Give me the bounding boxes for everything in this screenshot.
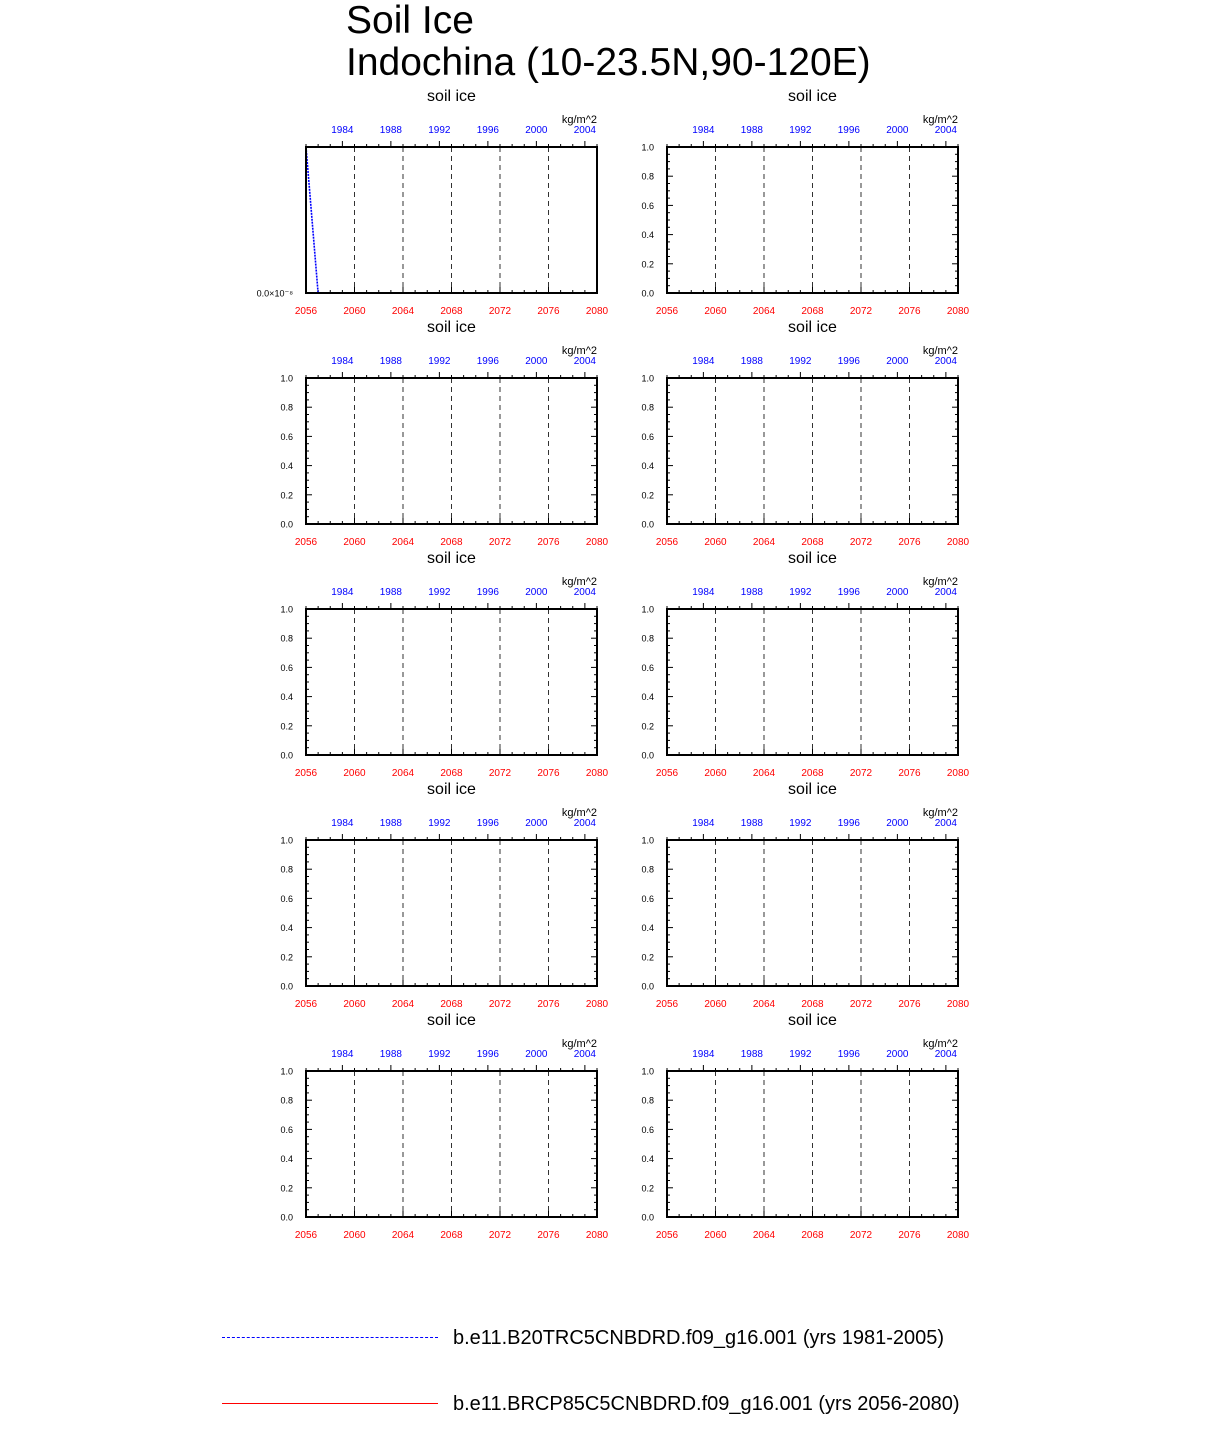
legend-swatch-historical	[222, 1337, 438, 1338]
x-bottom-tick-label: 2064	[752, 999, 776, 1010]
y-tick-label: 1.0	[280, 604, 293, 615]
x-top-tick-label: 2004	[573, 1049, 596, 1060]
y-tick-label: 0.2	[641, 952, 654, 963]
y-tick-label: 0.0	[641, 1212, 654, 1223]
y-tick-label: 0.8	[641, 1095, 654, 1106]
x-top-tick-label: 1996	[837, 587, 860, 598]
x-bottom-tick-label: 2056	[655, 306, 679, 317]
x-bottom-tick-label: 2080	[585, 768, 609, 779]
panel-units: kg/m^2	[561, 807, 597, 819]
legend-label-historical: b.e11.B20TRC5CNBDRD.f09_g16.001 (yrs 1981-2005)	[453, 1327, 945, 1349]
x-bottom-tick-label: 2072	[849, 999, 873, 1010]
x-top-tick-label: 1992	[789, 818, 812, 829]
y-tick-label: 1.0	[641, 373, 654, 384]
x-bottom-tick-label: 2060	[343, 999, 366, 1010]
y-tick-label: 0.4	[641, 923, 654, 934]
x-top-tick-label: 2000	[525, 125, 548, 136]
x-bottom-tick-label: 2080	[946, 306, 970, 317]
x-top-tick-label: 1984	[331, 125, 354, 136]
panel-3	[280, 319, 608, 548]
y-tick-label: 0.0	[641, 750, 654, 761]
y-tick-label: 0.4	[280, 461, 293, 472]
x-bottom-tick-label: 2072	[488, 1230, 512, 1241]
y-tick-label: 1.0	[641, 604, 654, 615]
y-tick-label: 0.2	[280, 1183, 293, 1194]
x-bottom-tick-label: 2068	[801, 999, 824, 1010]
x-bottom-tick-label: 2060	[704, 306, 727, 317]
x-top-tick-label: 1984	[331, 356, 354, 367]
y-tick-label: 0.0×10⁻⁸	[256, 288, 293, 299]
y-tick-label: 0.4	[641, 230, 654, 241]
x-bottom-tick-label: 2068	[440, 306, 463, 317]
y-tick-label: 0.6	[641, 1124, 654, 1135]
x-bottom-tick-label: 2068	[801, 537, 824, 548]
x-bottom-tick-label: 2060	[343, 768, 366, 779]
x-bottom-tick-label: 2060	[343, 306, 366, 317]
x-top-tick-label: 1988	[740, 587, 763, 598]
panel-5	[280, 550, 608, 779]
x-bottom-tick-label: 2072	[849, 537, 873, 548]
x-top-tick-label: 1992	[428, 125, 451, 136]
x-top-tick-label: 1984	[331, 818, 354, 829]
x-bottom-tick-label: 2056	[294, 999, 318, 1010]
panel-6	[641, 550, 969, 779]
x-top-tick-label: 1984	[331, 1049, 354, 1060]
x-bottom-tick-label: 2056	[294, 306, 318, 317]
y-tick-label: 0.8	[280, 402, 293, 413]
y-tick-label: 0.0	[641, 288, 654, 299]
x-top-tick-label: 1984	[692, 818, 715, 829]
y-tick-label: 0.8	[280, 633, 293, 644]
panel-units: kg/m^2	[561, 345, 597, 357]
x-top-tick-label: 1996	[476, 125, 499, 136]
x-top-tick-label: 2000	[525, 356, 548, 367]
x-top-tick-label: 1988	[379, 587, 402, 598]
x-bottom-tick-label: 2072	[488, 306, 512, 317]
x-top-tick-label: 1992	[428, 356, 451, 367]
x-bottom-tick-label: 2072	[488, 537, 512, 548]
x-bottom-tick-label: 2076	[537, 306, 560, 317]
y-tick-label: 0.8	[641, 402, 654, 413]
x-bottom-tick-label: 2068	[801, 768, 824, 779]
x-top-tick-label: 1996	[476, 587, 499, 598]
x-top-tick-label: 2004	[934, 1049, 957, 1060]
y-tick-label: 0.4	[641, 461, 654, 472]
x-top-tick-label: 1992	[428, 587, 451, 598]
x-bottom-tick-label: 2056	[655, 768, 679, 779]
panel-units: kg/m^2	[922, 1038, 958, 1050]
x-top-tick-label: 1992	[428, 1049, 451, 1060]
y-tick-label: 0.6	[641, 662, 654, 673]
x-bottom-tick-label: 2080	[585, 999, 609, 1010]
y-tick-label: 0.4	[280, 692, 293, 703]
x-bottom-tick-label: 2056	[294, 537, 318, 548]
x-bottom-tick-label: 2080	[946, 999, 970, 1010]
x-bottom-tick-label: 2072	[849, 768, 873, 779]
x-bottom-tick-label: 2056	[294, 1230, 318, 1241]
x-bottom-tick-label: 2060	[704, 999, 727, 1010]
x-top-tick-label: 1988	[740, 125, 763, 136]
y-tick-label: 0.2	[280, 721, 293, 732]
x-bottom-tick-label: 2064	[391, 999, 415, 1010]
panel-2	[641, 88, 969, 317]
y-tick-label: 0.8	[641, 864, 654, 875]
panel-1	[257, 0, 609, 320]
y-tick-label: 0.6	[280, 1124, 293, 1135]
title-line-1: Soil Ice	[346, 0, 474, 42]
y-tick-label: 0.8	[641, 171, 654, 182]
y-tick-label: 0.0	[641, 519, 654, 530]
y-tick-label: 1.0	[280, 835, 293, 846]
panel-title: soil ice	[427, 88, 476, 105]
x-top-tick-label: 2000	[525, 587, 548, 598]
x-top-tick-label: 1988	[379, 1049, 402, 1060]
panel-title: soil ice	[427, 319, 476, 336]
y-tick-label: 0.2	[280, 490, 293, 501]
panel-8	[641, 781, 969, 1010]
panel-title: soil ice	[788, 319, 837, 336]
y-tick-label: 0.6	[641, 200, 654, 211]
x-bottom-tick-label: 2064	[752, 537, 776, 548]
x-bottom-tick-label: 2068	[440, 1230, 463, 1241]
y-tick-label: 0.8	[280, 1095, 293, 1106]
panel-title: soil ice	[427, 1012, 476, 1029]
x-top-tick-label: 1992	[789, 587, 812, 598]
y-tick-label: 0.8	[280, 864, 293, 875]
y-tick-label: 0.2	[641, 1183, 654, 1194]
x-bottom-tick-label: 2080	[585, 306, 609, 317]
x-bottom-tick-label: 2076	[537, 999, 560, 1010]
title-line-2: Indochina (10-23.5N,90-120E)	[346, 41, 871, 84]
x-top-tick-label: 1992	[789, 356, 812, 367]
x-top-tick-label: 2000	[525, 818, 548, 829]
y-tick-label: 0.6	[280, 893, 293, 904]
x-top-tick-label: 1996	[837, 356, 860, 367]
y-tick-label: 0.6	[641, 893, 654, 904]
y-tick-label: 0.0	[280, 519, 293, 530]
panel-9	[280, 1012, 608, 1241]
y-tick-label: 0.2	[280, 952, 293, 963]
x-top-tick-label: 1988	[740, 1049, 763, 1060]
x-bottom-tick-label: 2068	[801, 306, 824, 317]
y-tick-label: 0.6	[280, 431, 293, 442]
x-top-tick-label: 1984	[692, 356, 715, 367]
x-top-tick-label: 1996	[837, 125, 860, 136]
x-top-tick-label: 1996	[837, 818, 860, 829]
x-top-tick-label: 1984	[692, 1049, 715, 1060]
panel-title: soil ice	[788, 1012, 837, 1029]
panel-10	[641, 1012, 969, 1241]
x-top-tick-label: 1988	[379, 818, 402, 829]
y-tick-label: 0.0	[280, 1212, 293, 1223]
x-top-tick-label: 2004	[573, 356, 596, 367]
panel-title: soil ice	[427, 550, 476, 567]
x-top-tick-label: 2004	[934, 125, 957, 136]
panel-units: kg/m^2	[922, 807, 958, 819]
x-bottom-tick-label: 2064	[752, 306, 776, 317]
y-tick-label: 1.0	[280, 373, 293, 384]
y-tick-label: 0.2	[641, 490, 654, 501]
x-top-tick-label: 2000	[525, 1049, 548, 1060]
x-bottom-tick-label: 2076	[898, 537, 921, 548]
legend-label-future: b.e11.BRCP85C5CNBDRD.f09_g16.001 (yrs 2056-2080)	[453, 1393, 960, 1415]
y-tick-label: 0.0	[280, 750, 293, 761]
x-top-tick-label: 2000	[886, 587, 909, 598]
x-bottom-tick-label: 2060	[704, 768, 727, 779]
y-tick-label: 0.4	[280, 1154, 293, 1165]
y-tick-label: 0.6	[641, 431, 654, 442]
x-top-tick-label: 1988	[379, 125, 402, 136]
panel-units: kg/m^2	[561, 1038, 597, 1050]
x-bottom-tick-label: 2072	[849, 306, 873, 317]
x-bottom-tick-label: 2072	[849, 1230, 873, 1241]
y-tick-label: 1.0	[641, 1066, 654, 1077]
x-bottom-tick-label: 2076	[537, 1230, 560, 1241]
x-top-tick-label: 2004	[573, 125, 596, 136]
x-top-tick-label: 1992	[789, 1049, 812, 1060]
y-tick-label: 1.0	[280, 1066, 293, 1077]
x-bottom-tick-label: 2064	[391, 1230, 415, 1241]
x-bottom-tick-label: 2064	[391, 537, 415, 548]
x-bottom-tick-label: 2056	[655, 1230, 679, 1241]
x-bottom-tick-label: 2064	[391, 768, 415, 779]
x-top-tick-label: 1988	[379, 356, 402, 367]
x-top-tick-label: 1996	[476, 818, 499, 829]
x-bottom-tick-label: 2060	[343, 1230, 366, 1241]
x-bottom-tick-label: 2076	[898, 1230, 921, 1241]
x-bottom-tick-label: 2080	[585, 1230, 609, 1241]
x-top-tick-label: 1996	[476, 1049, 499, 1060]
x-bottom-tick-label: 2064	[752, 1230, 776, 1241]
panel-4	[641, 319, 969, 548]
x-bottom-tick-label: 2060	[704, 1230, 727, 1241]
x-bottom-tick-label: 2064	[752, 768, 776, 779]
x-bottom-tick-label: 2056	[655, 999, 679, 1010]
x-top-tick-label: 1984	[331, 587, 354, 598]
x-bottom-tick-label: 2080	[585, 537, 609, 548]
x-bottom-tick-label: 2076	[537, 537, 560, 548]
panel-title: soil ice	[788, 550, 837, 567]
x-top-tick-label: 1996	[476, 356, 499, 367]
x-top-tick-label: 2004	[934, 818, 957, 829]
y-tick-label: 0.0	[280, 981, 293, 992]
x-bottom-tick-label: 2072	[488, 768, 512, 779]
y-tick-label: 1.0	[641, 835, 654, 846]
y-tick-label: 0.8	[641, 633, 654, 644]
panel-units: kg/m^2	[922, 345, 958, 357]
x-top-tick-label: 2000	[886, 125, 909, 136]
panel-title: soil ice	[788, 88, 837, 105]
x-bottom-tick-label: 2080	[946, 537, 970, 548]
y-tick-label: 0.4	[641, 692, 654, 703]
x-bottom-tick-label: 2068	[440, 537, 463, 548]
x-top-tick-label: 2000	[886, 818, 909, 829]
x-bottom-tick-label: 2068	[440, 999, 463, 1010]
panel-units: kg/m^2	[561, 576, 597, 588]
x-top-tick-label: 1992	[428, 818, 451, 829]
x-bottom-tick-label: 2056	[294, 768, 318, 779]
y-tick-label: 1.0	[641, 142, 654, 153]
x-top-tick-label: 2000	[886, 356, 909, 367]
x-top-tick-label: 1996	[837, 1049, 860, 1060]
legend-swatch-future	[222, 1403, 438, 1404]
x-bottom-tick-label: 2064	[391, 306, 415, 317]
panel-7	[280, 781, 608, 1010]
x-top-tick-label: 1992	[789, 125, 812, 136]
x-bottom-tick-label: 2060	[343, 537, 366, 548]
x-top-tick-label: 1984	[692, 587, 715, 598]
panel-units: kg/m^2	[561, 114, 597, 126]
x-top-tick-label: 2004	[573, 587, 596, 598]
x-bottom-tick-label: 2068	[801, 1230, 824, 1241]
y-tick-label: 0.4	[280, 923, 293, 934]
y-tick-label: 0.6	[280, 662, 293, 673]
panel-units: kg/m^2	[922, 576, 958, 588]
y-tick-label: 0.4	[641, 1154, 654, 1165]
x-bottom-tick-label: 2072	[488, 999, 512, 1010]
y-tick-label: 0.2	[641, 259, 654, 270]
y-tick-label: 0.0	[641, 981, 654, 992]
x-bottom-tick-label: 2068	[440, 768, 463, 779]
x-top-tick-label: 1988	[740, 818, 763, 829]
x-bottom-tick-label: 2060	[704, 537, 727, 548]
x-bottom-tick-label: 2076	[898, 999, 921, 1010]
x-top-tick-label: 2000	[886, 1049, 909, 1060]
x-bottom-tick-label: 2080	[946, 768, 970, 779]
x-bottom-tick-label: 2056	[655, 537, 679, 548]
x-bottom-tick-label: 2076	[898, 306, 921, 317]
x-top-tick-label: 2004	[934, 356, 957, 367]
x-top-tick-label: 1984	[692, 125, 715, 136]
panel-title: soil ice	[788, 781, 837, 798]
y-tick-label: 0.2	[641, 721, 654, 732]
x-top-tick-label: 2004	[573, 818, 596, 829]
x-top-tick-label: 2004	[934, 587, 957, 598]
panel-units: kg/m^2	[922, 114, 958, 126]
x-bottom-tick-label: 2076	[537, 768, 560, 779]
x-bottom-tick-label: 2080	[946, 1230, 970, 1241]
x-bottom-tick-label: 2076	[898, 768, 921, 779]
x-top-tick-label: 1988	[740, 356, 763, 367]
panel-title: soil ice	[427, 781, 476, 798]
